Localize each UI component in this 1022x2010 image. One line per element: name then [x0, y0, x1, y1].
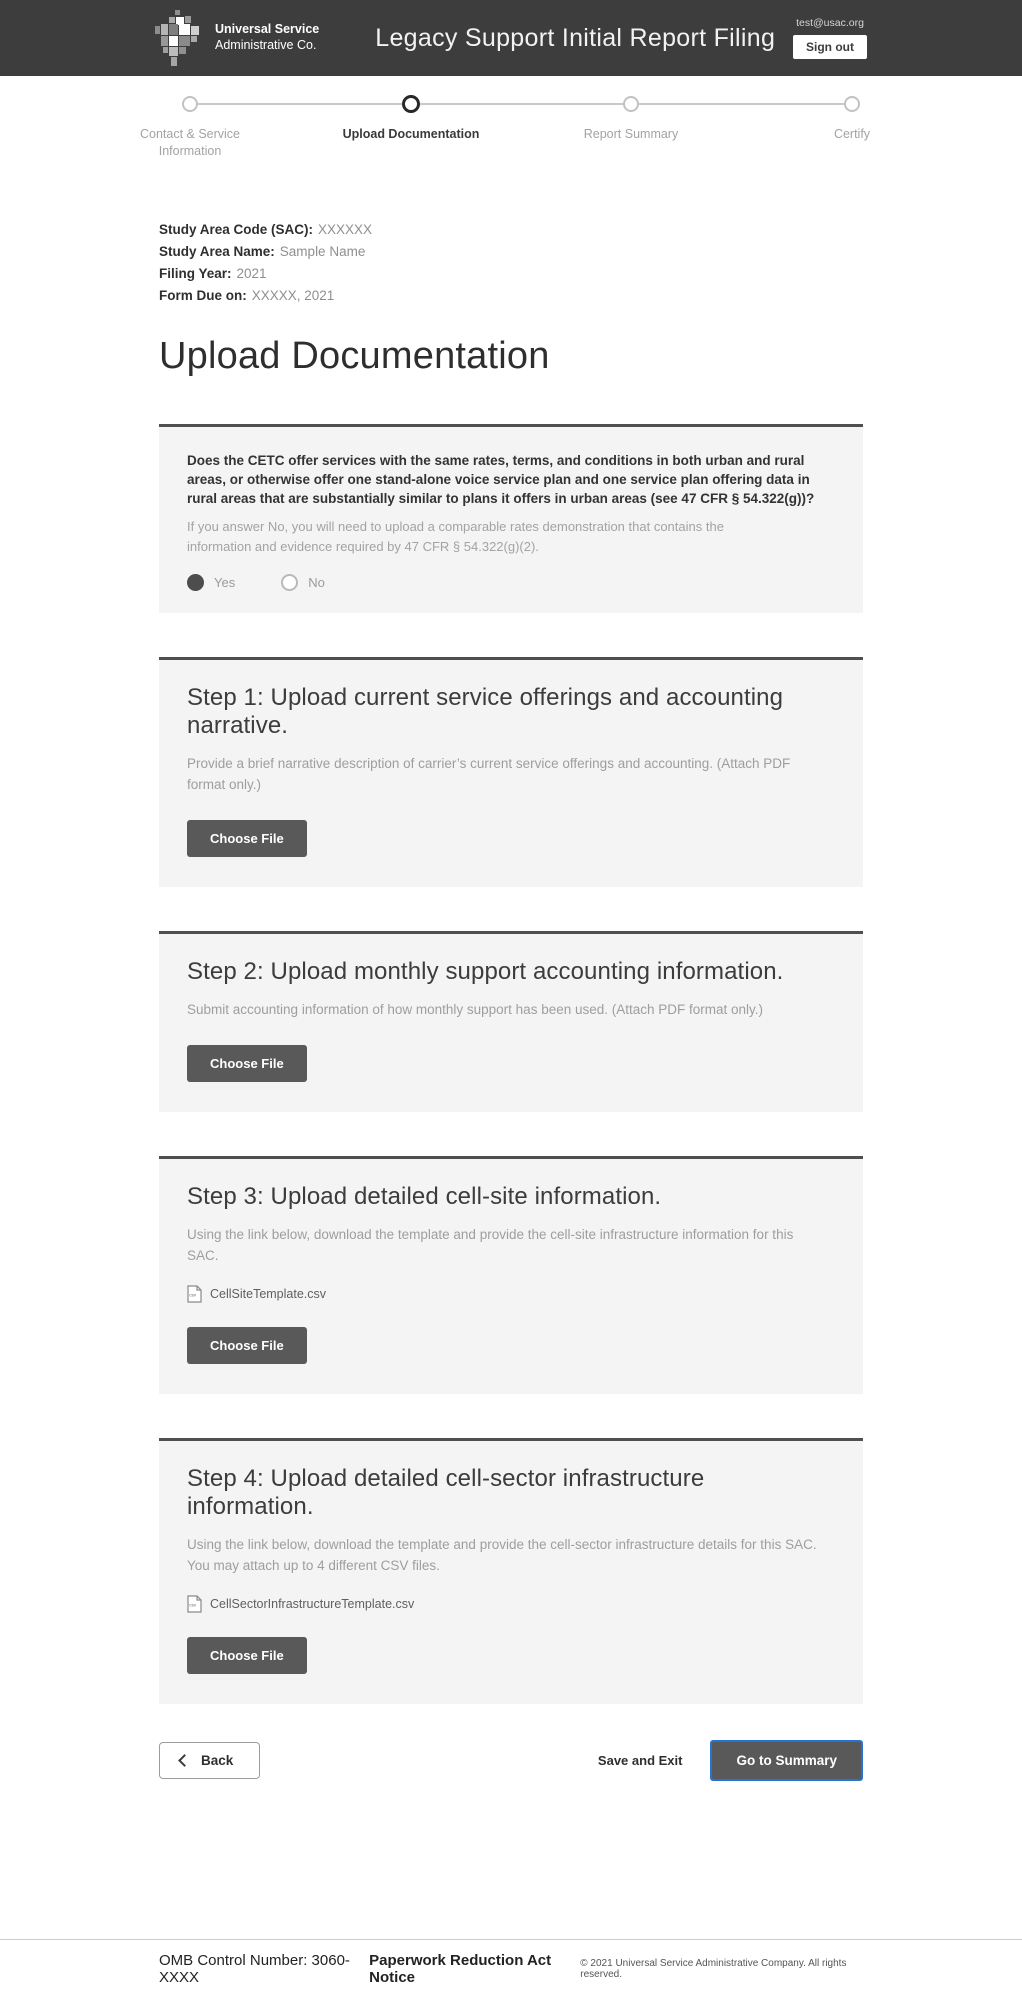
study-info-block	[159, 222, 863, 303]
study-value: Sample Name	[279, 244, 366, 259]
question-radio-group	[187, 574, 835, 591]
radio-label: No	[308, 575, 325, 591]
csv-file-icon	[187, 1285, 202, 1303]
step3-upload-card	[159, 1156, 863, 1394]
step-circle-icon-current	[402, 95, 420, 113]
radio-selected-icon[interactable]	[187, 574, 204, 591]
step-circle-icon	[844, 96, 860, 112]
step4-upload-card	[159, 1438, 863, 1704]
logo-text-line1: Universal Service	[215, 22, 320, 37]
study-label: Study Area Code (SAC):	[159, 222, 314, 237]
step3-template-download-link[interactable]	[187, 1285, 835, 1303]
sign-out-button[interactable]: Sign out	[793, 35, 867, 59]
go-to-summary-button[interactable]: Go to Summary	[710, 1740, 863, 1781]
omb-control-number: OMB Control Number: 3060-XXXX	[159, 1951, 350, 1986]
study-row-name	[159, 244, 863, 259]
step1-description: Provide a brief narrative description of carrier’s current service offerings and accounting. (Attach PDF format only.)	[187, 756, 791, 793]
radio-option-no[interactable]	[281, 574, 325, 591]
stepper-step-contact-service-information[interactable]	[120, 92, 260, 160]
logo-text-line2: Administrative Co.	[215, 38, 317, 52]
question-text: Does the CETC offer services with the same rates, terms, and conditions in both urban and rural areas, or otherwise offer one stand-alone voice service plan and one service plan offering data in rural areas that are substantially similar to plans it offers in urban areas (see 47 CFR § 54.322(g))?	[187, 453, 815, 507]
stepper-step-report-summary[interactable]	[561, 92, 701, 143]
step4-description: Using the link below, download the template and provide the cell-sector infrastructure details for this SAC. You may attach up to 4 different CSV files.	[187, 1537, 817, 1573]
csv-file-icon	[187, 1595, 202, 1613]
svg-text:csv: csv	[189, 1602, 197, 1608]
study-value: XXXXX, 2021	[251, 288, 335, 303]
question-helper-text: If you answer No, you will need to upload a comparable rates demonstration that contains the information and evidence required by 47 CFR § 54.322(g)(2).	[187, 519, 724, 554]
step3-choose-file-button[interactable]: Choose File	[187, 1327, 307, 1364]
step-label: Contact & Service Information	[139, 127, 241, 158]
bottom-navigation	[159, 1740, 863, 1781]
file-link-label[interactable]: CellSiteTemplate.csv	[210, 1287, 327, 1302]
study-label: Study Area Name:	[159, 244, 275, 259]
study-label: Form Due on:	[159, 288, 247, 303]
step4-heading: Step 4: Upload detailed cell-sector infrastructure information.	[187, 1465, 705, 1521]
copyright-text: © 2021 Universal Service Administrative Company. All rights reserved.	[580, 1957, 847, 1980]
step3-heading: Step 3: Upload detailed cell-site information.	[187, 1183, 662, 1211]
save-and-exit-link[interactable]: Save and Exit	[597, 1752, 683, 1768]
study-label: Filing Year:	[159, 266, 232, 281]
app-header	[0, 0, 1022, 76]
file-link-label[interactable]: CellSectorInfrastructureTemplate.csv	[210, 1596, 415, 1611]
user-email: test@usac.org	[796, 17, 864, 29]
step1-choose-file-button[interactable]: Choose File	[187, 820, 307, 857]
study-row-filing-year	[159, 266, 863, 281]
step2-choose-file-button[interactable]: Choose File	[187, 1045, 307, 1082]
step4-choose-file-button[interactable]: Choose File	[187, 1637, 307, 1674]
step-circle-icon	[623, 96, 639, 112]
comparable-rates-question-card	[159, 424, 863, 613]
step1-upload-card	[159, 657, 863, 887]
stepper-step-certify[interactable]	[782, 92, 922, 143]
page-footer	[0, 1939, 1022, 2010]
step3-description: Using the link below, download the template and provide the cell-site infrastructure information for this SAC.	[187, 1227, 794, 1264]
step2-upload-card	[159, 931, 863, 1112]
stepper-step-upload-documentation[interactable]	[341, 92, 481, 143]
svg-text:csv: csv	[189, 1292, 197, 1298]
step2-heading: Step 2: Upload monthly support accounting information.	[187, 958, 784, 986]
study-row-sac	[159, 222, 863, 237]
stepper-connector-line	[190, 103, 852, 105]
page-title: Upload Documentation	[159, 335, 550, 377]
step1-heading: Step 1: Upload current service offerings and accounting narrative.	[187, 684, 784, 740]
study-row-form-due	[159, 288, 863, 303]
step-label: Certify	[833, 127, 871, 141]
back-button[interactable]	[159, 1742, 260, 1779]
paperwork-reduction-act-link[interactable]: Paperwork Reduction Act Notice	[369, 1951, 552, 1986]
step-label: Report Summary	[583, 127, 679, 141]
page-title-header: Legacy Support Initial Report Filing	[375, 23, 776, 52]
usac-logo-icon	[155, 10, 205, 66]
usac-logo	[155, 10, 319, 66]
study-value: XXXXXX	[318, 222, 373, 237]
step4-template-download-link[interactable]	[187, 1595, 835, 1613]
radio-unselected-icon[interactable]	[281, 574, 298, 591]
progress-stepper	[139, 92, 871, 184]
step2-description: Submit accounting information of how monthly support has been used. (Attach PDF format only.)	[187, 1002, 764, 1018]
step-label: Upload Documentation	[342, 127, 480, 141]
study-value: 2021	[236, 266, 267, 281]
back-button-label: Back	[201, 1752, 234, 1768]
step-circle-icon	[182, 96, 198, 112]
chevron-left-icon	[178, 1754, 191, 1767]
radio-label: Yes	[214, 575, 236, 591]
radio-option-yes[interactable]	[187, 574, 235, 591]
